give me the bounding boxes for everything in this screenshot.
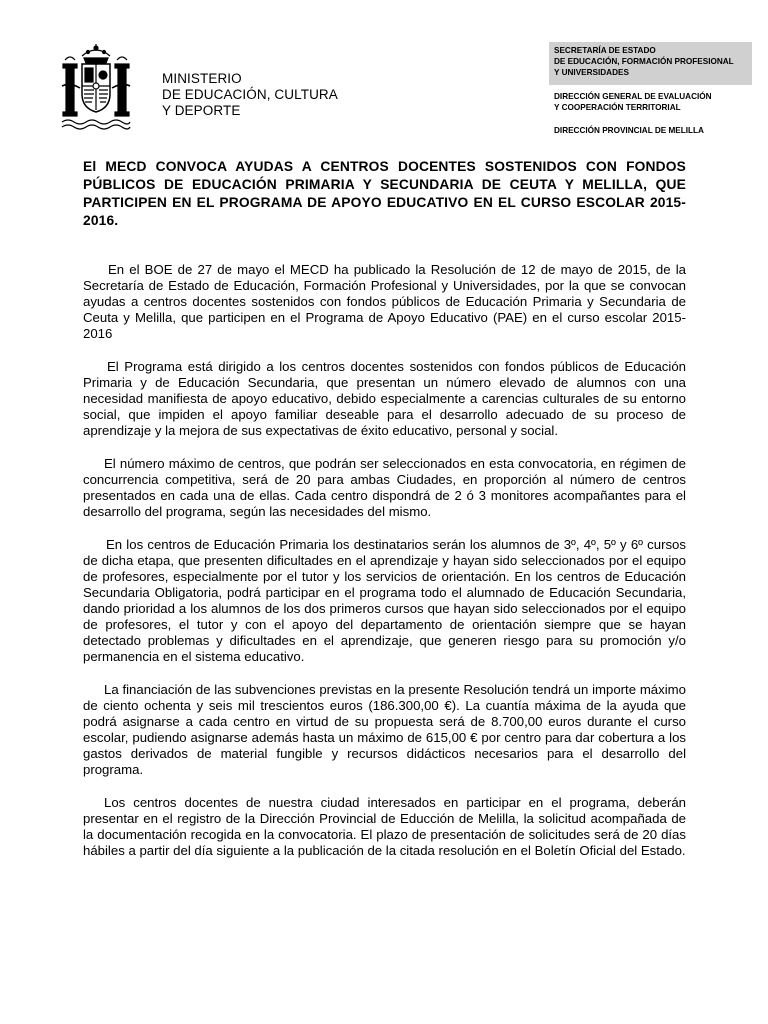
coat-of-arms-icon	[60, 42, 132, 130]
ministry-line: MINISTERIO	[162, 71, 242, 86]
body-paragraph: El número máximo de centros, que podrán ser seleccionados en esta convocatoria, en régimen de concurrencia competitiva, será de 20 para ambas Ciudades, en proporción al número de centros presentados en cada una de ellas. Cada centro dispondrá de 2 ó 3 monitores acompañantes para el desarrollo del programa, según las necesidades del mismo.	[83, 456, 686, 519]
body-paragraph: En los centros de Educación Primaria los destinatarios serán los alumnos de 3º, 4º, 5º y 6º cursos de dicha etapa, que presenten dificultades en el aprendizaje y hayan sido seleccionados por el equipo de profesores, especialmente por el tutor y los servicios de orientación. En los centros de Educación Secundaria Obligatoria, podrá participar en el programa todo el alumnado de Educación Secundaria, dando prioridad a los alumnos de los dos primeros cursos que hayan sido seleccionados por el equipo de profesores, el tutor y con el apoyo del departamento de orientación siempre que se hayan detectado problemas y dificultades en el aprendizaje, que generen riesgo para su promoción y/o permanencia en el sistema educativo.	[83, 537, 686, 664]
secretariat-line: Y UNIVERSIDADES	[554, 68, 629, 77]
secretariat-box	[549, 42, 752, 85]
body-paragraph: El Programa está dirigido a los centros docentes sostenidos con fondos públicos de Educación Primaria y de Educación Secundaria, que presentan un número elevado de alumnos con una necesidad manifiesta de apoyo educativo, debido especialmente a carencias culturales de su entorno social, que impiden el apoyo familiar deseable para el desarrollo adecuado de su proceso de aprendizaje y la mejora de sus expectativas de éxito educativo, personal y social.	[83, 359, 686, 438]
document-body	[83, 262, 686, 876]
body-paragraph: En el BOE de 27 de mayo el MECD ha publicado la Resolución de 12 de mayo de 2015, de la Secretaría de Estado de Educación, Formación Profesional y Universidades, por la que se convocan ayudas a centros docentes sostenidos con fondos públicos de Educación Primaria y Secundaria de Ceuta y Melilla, que participen en el Programa de Apoyo Educativo (PAE) en el curso escolar 2015-2016	[83, 262, 686, 341]
general-directorate-line: Y COOPERACIÓN TERRITORIAL	[554, 103, 681, 112]
document-title: El MECD CONVOCA AYUDAS A CENTROS DOCENTES SOSTENIDOS CON FONDOS PÚBLICOS DE EDUCACIÓN PRIMARIA Y SECUNDARIA DE CEUTA Y MELILLA, QUE PARTICIPEN EN EL PROGRAMA DE APOYO EDUCATIVO EN EL CURSO ESCOLAR 2015-2016.	[83, 159, 686, 228]
ministry-name	[162, 71, 338, 119]
ministry-line: Y DEPORTE	[162, 103, 241, 118]
provincial-directorate: DIRECCIÓN PROVINCIAL DE MELILLA	[554, 126, 704, 135]
general-directorate	[549, 91, 752, 113]
secretariat-line: DE EDUCACIÓN, FORMACIÓN PROFESIONAL	[554, 57, 734, 66]
body-paragraph: La financiación de las subvenciones previstas en la presente Resolución tendrá un importe máximo de ciento ochenta y seis mil trescientos euros (186.300,00 €). La cuantía máxima de la ayuda que podrá asignarse a cada centro en virtud de su propuesta será de 8.700,00 euros durante el curso escolar, pudiendo asignarse además hasta un máximo de 615,00 € por centro para dar cobertura a los gastos derivados de material fungible y recursos didácticos necesarios para el desarrollo del programa.	[83, 682, 686, 777]
body-paragraph: Los centros docentes de nuestra ciudad interesados en participar en el programa, deberán presentar en el registro de la Dirección Provincial de Educción de Melilla, la solicitud acompañada de la documentación recogida en la convocatoria. El plazo de presentación de solicitudes será de 20 días hábiles a partir del día siguiente a la publicación de la citada resolución en el Boletín Oficial del Estado.	[83, 795, 686, 858]
general-directorate-line: DIRECCIÓN GENERAL DE EVALUACIÓN	[554, 92, 712, 101]
secretariat-line: SECRETARÍA DE ESTADO	[554, 46, 656, 55]
ministry-line: DE EDUCACIÓN, CULTURA	[162, 87, 338, 102]
